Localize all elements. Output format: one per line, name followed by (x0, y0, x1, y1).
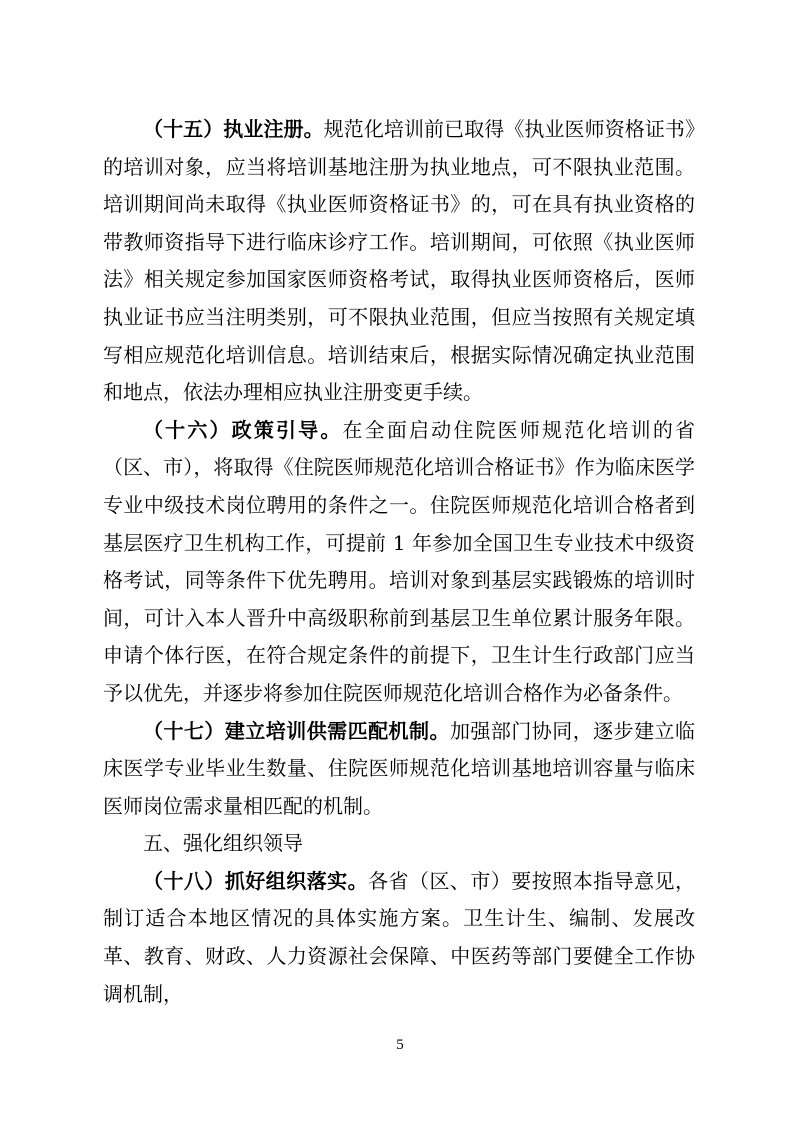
document-body (103, 111, 695, 1013)
paragraph-heading: （十七）建立培训供需匹配机制。 (143, 718, 450, 743)
paragraph-text: 在全面启动住院医师规范化培训的省（区、市），将取得《住院医师规范化培训合格证书》作为临床医学专业中级技术岗位聘用的条件之一。住院医师规范化培训合格者到基层医疗卫生机构工作，可提前 1 年参加全国卫生专业技术中级资格考试，同等条件下优先聘用。培训对象到基层实践锻炼的培训时间，可计入本人晋升中高级职称前到基层卫生单位累计服务年限。申请个体行医，在符合规定条件的前提下，卫生计生行政部门应当予以优先，并逐步将参加住院医师规范化培训合格作为必备条件。 (103, 417, 695, 705)
paragraph-15 (103, 111, 695, 412)
section-heading: 五、强化组织领导 (143, 831, 303, 856)
paragraph-text: 各省（区、市）要按照本指导意见，制订适合本地区情况的具体实施方案。卫生计生、编制、发展改革、教育、财政、人力资源社会保障、中医药等部门要健全工作协调机制， (103, 868, 696, 1006)
page-number: 5 (396, 1037, 404, 1053)
paragraph-text: 加强部门协同，逐步建立临床医学专业毕业生数量、住院医师规范化培训基地培训容量与临床医师岗位需求量相匹配的机制。 (103, 718, 696, 818)
paragraph-18 (103, 863, 695, 1013)
paragraph-heading: （十六）政策引导。 (143, 417, 343, 442)
paragraph-text: 规范化培训前已取得《执业医师资格证书》的培训对象，应当将培训基地注册为执业地点，可不限执业范围。培训期间尚未取得《执业医师资格证书》的，可在具有执业资格的带教师资指导下进行临床诊疗工作。培训期间，可依照《执业医师法》相关规定参加国家医师资格考试，取得执业医师资格后，医师执业证书应当注明类别，可不限执业范围，但应当按照有关规定填写相应规范化培训信息。培训结束后，根据实际情况确定执业范围和地点，依法办理相应执业注册变更手续。 (103, 117, 696, 405)
paragraph-heading: （十八）抓好组织落实。 (143, 868, 369, 893)
paragraph-16 (103, 412, 695, 713)
paragraph-17 (103, 713, 695, 826)
paragraph-heading: （十五）执业注册。 (143, 117, 324, 141)
